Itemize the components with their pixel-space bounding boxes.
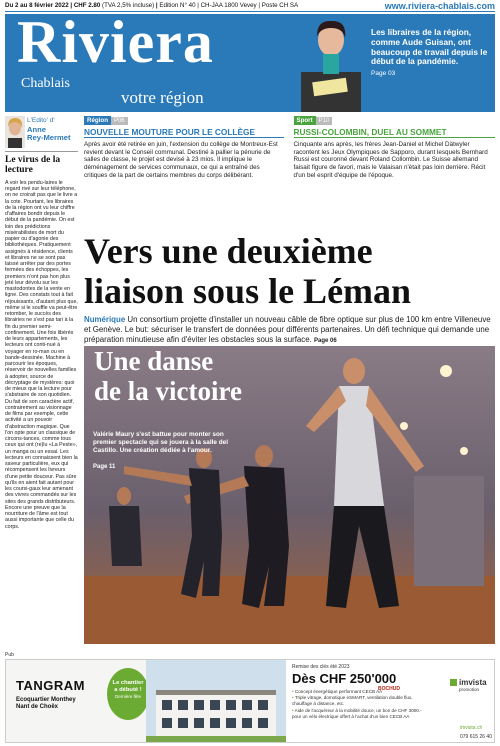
deck-page: Page 06 [314,337,337,344]
headline-line-1: Vers une deuxième [84,231,373,271]
website-link[interactable]: www.riviera-chablais.com [384,0,495,11]
brief-title: RUSSI-COLOMBIN, DUEL AU SOMMET [294,127,496,138]
building-image [146,660,286,743]
section-tag: Sport [294,116,316,125]
ad-badge [107,668,149,720]
deck-text: Un consortium projette d'installer un nouveau câble de fibre optique sur plus de 100 km entre Villeneuve et Genève. Le but: sécuriser le transfert de données pour différents partenaires. Un défi technique qui demande une préparation minutieuse afin d'éviter les obstacles sous la surface. [84,315,491,344]
ad-offer-panel [292,664,492,740]
brief-title: NOUVELLE MOUTURE POUR LE COLLÈGE [84,127,284,138]
editorial-header [5,116,78,152]
brief-page: P06 [111,117,128,125]
teaser-page: Page 03 [371,70,396,78]
real-estate-ad[interactable] [5,659,495,743]
photo-headline-line-1: Une danse [94,346,214,376]
editorial-body: A voir les pendu-laires le regard rivé sur leur téléphone, on ne croirait pas que le livre a la cote. Pourtant, les libraires de la région ont vu leur chiffre d'affaires bondir depuis le début de la pandémie. On est loin des prédictions misérabilistes de mort du papier ou d'agonie des bibliothèques. Pratiquement assignés à résidence, clients et libraires ne se sont pas laissé arrêter par des portes fermées des échoppes, les premiers n'ont pas hon plus jeté leur dévolu sur les mastodontes de la vente en ligne. Des constats tout à fait réjouissants, d'autant plus que, même si le souffle va peut-être retomber, le succès des librairies ne s'est pas tari à la fin du premier semi-confinement. Une fois libérés de leurs appartements, les lecteurs ont conti-nué à voyager en ro-man ou en bande-dessinée. Machine à parcourir les époques, réservoir de nouvelles familles à adopter, source de décryptage de mystères: quoi de mieux que la lecture pour s'abstraire de son quotidien. Du fait de son caractère actif, contrairement au visionnage de films par exemple, cette activité a un pouvoir d'abstraction magique. Que l'on opte pour un classique de circons-tances, comme tous ceux qui ont (re)lu «La Peste», un manga ou un essai. Les lecteurs en connaissent bien la saveur particulière, eux qui récompensent les livreurs d'une petite douceur. Pas sûre qu'ils en aient fait autant pour les coursi-gaux leur amenant des vivres commandés sur les sites des grands distributeurs. Encore une preuve que la nourriture de l'âme est tout aussi importante que celle du corps. [5,179,78,530]
headline-line-2: liaison sous le Léman [84,271,412,312]
ad-company-logo [450,678,487,692]
main-headline[interactable] [84,231,495,312]
newspaper-logo: Riviera [17,14,214,75]
photo-headline-line-2: de la victoire [94,376,242,407]
ad-feature: • Concept énergétique performant CECB AA [292,689,422,695]
ad-company-name: imvista [459,678,487,687]
editorial-author [27,126,70,143]
ad-url[interactable]: imvista.ch [460,725,483,731]
ad-price: Dès CHF 250'000 [292,671,397,686]
ad-feature-list [292,689,422,720]
author-last-name: Rey-Mermet [27,133,71,143]
ad-delivery-date: Remise des clés été 2023 [292,664,350,670]
ad-partner-logo: BOCHUD [378,686,400,692]
ad-location [16,697,76,711]
ad-location-line-2: Nant de Choëx [16,704,59,711]
brief-page: P10 [316,117,333,125]
top-bar [5,0,495,12]
photo-page: Page 11 [93,464,116,470]
issue-details: Edition N° 40 | CH-JAA 1800 Vevey | Poste CH SA [159,2,299,9]
logo-tagline: votre région [121,88,204,107]
librarian-photo [295,14,367,112]
brief-body: Cinquante ans après, les frères Jean-Daniel et Michel Dätwyler racontent les Jeux Olympiques de Sapporo, durant lesquels Bernhard Russi est couronné devant Roland Collombin. Le Suisse allemand faisait figure de favori, mais le Valaisan n'était pas loin derrière. Récit d'un bel esprit d'équipe de l'époque. [293,141,488,179]
ad-company-sub: promotion [459,687,480,692]
section-tag: Région [84,116,111,125]
editorial-title: Le virus de la lecture [5,155,61,175]
editorial-label: L'Edito' d' [27,117,55,124]
editorial-column [5,116,78,644]
brief-tag-row [294,116,496,125]
masthead [5,14,495,112]
issue-date: Du 2 au 8 février 2022 [5,2,69,9]
brief-region[interactable] [84,116,290,216]
ad-brand-panel [6,660,146,743]
ad-badge-line-1: Le chantier [112,680,144,686]
brief-tag-row [84,116,284,125]
ad-feature: • Aide de l'acquéreur à la mobilité douce, un bon de CHF 3000.- pour un vélo électrique offert à l'achat d'un bien CECB AA [292,708,422,720]
brief-body: Après avoir été retirée en juin, l'extension du collège de Montreux-Est revient devant le Conseil communal. Destiné à pallier la pénurie de salles de classe, le projet est devisé à 23 mios. Il implique le déménagement de services communaux, ce qui a entraîné des critiques de la part de certains membres du corps délibérant. [84,141,278,179]
photo-headline [94,346,242,406]
author-photo [5,116,25,148]
main-area [84,116,495,216]
headline-deck [84,315,495,345]
edition-meta: Du 2 au 8 février 2022 | CHF 2.80 (TVA 2,5% incluse) | Edition N° 40 | CH-JAA 1800 Vevey | Poste CH SA [5,2,299,9]
issue-price: CHF 2.80 [73,2,101,9]
ad-label: Pub [5,652,14,658]
issue-tva: (TVA 2,5% incluse) [102,2,155,9]
logo-subtitle-chablais: Chablais [21,76,70,91]
author-first-name: Anne [27,125,46,134]
dance-photo[interactable] [84,346,495,644]
ad-badge-small: Dernière fête [114,693,141,699]
ad-brand: TANGRAM [16,678,85,693]
brief-sport[interactable] [290,116,496,216]
ad-phone[interactable]: 079 615 26 40 [460,734,492,740]
photo-caption: Valérie Maury s'est battue pour monter son premier spectacle qui se jouera à la salle del Castillo. Une création dédiée à l'amour. [93,431,228,454]
news-briefs [84,116,495,216]
ad-location-line-1: Ecoquartier Monthey [16,697,76,703]
deck-kicker: Numérique [84,315,126,324]
ad-feature: • Triple vitrage, domotique eSMART, ventilation double flux, chauffage à distance, etc. [292,695,422,707]
ad-badge-line-2: a débuté ! [114,686,142,693]
teaser-text: Les libraires de la région, comme Aude Guisan, ont beaucoup de travail depuis le début de la pandémie. [371,27,488,67]
cover-teaser[interactable] [371,28,491,78]
imvista-logo-mark [450,679,457,686]
